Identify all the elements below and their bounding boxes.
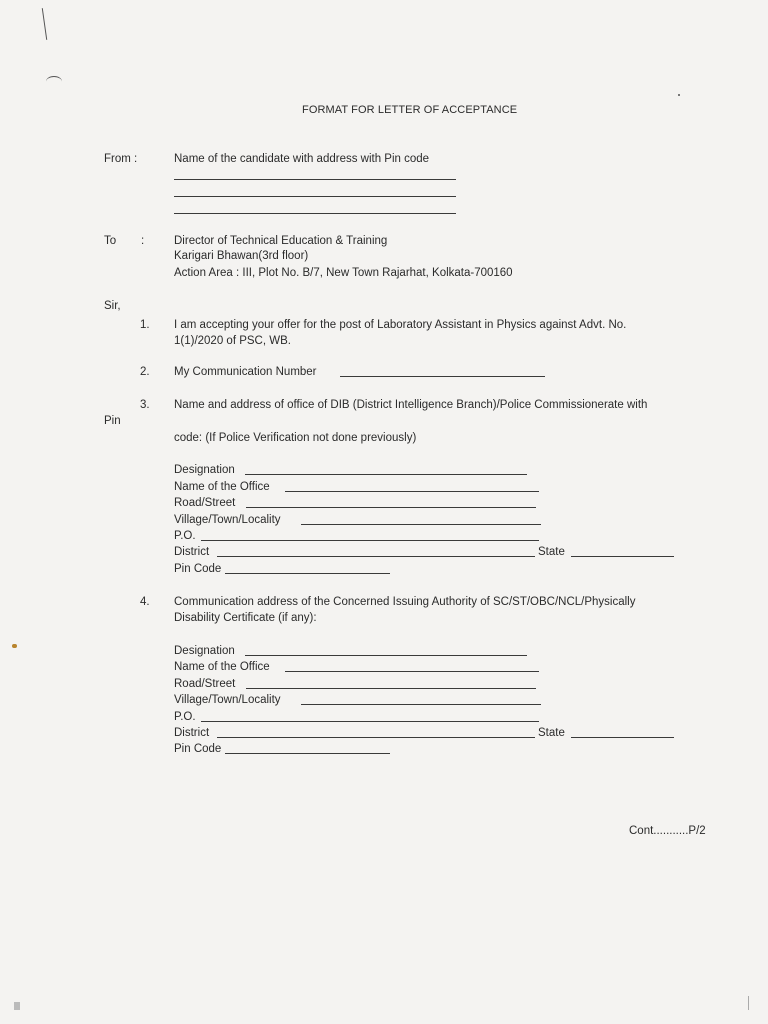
state-field[interactable] xyxy=(571,556,674,557)
scan-mark xyxy=(748,996,749,1010)
pin-text: Pin xyxy=(104,415,121,427)
scan-mark xyxy=(14,1002,20,1010)
item-number: 2. xyxy=(140,366,150,378)
road-label: Road/Street xyxy=(174,678,236,690)
address-line[interactable] xyxy=(174,213,456,214)
pin-code-field[interactable] xyxy=(225,573,390,574)
po-field[interactable] xyxy=(201,721,539,722)
scan-mark xyxy=(46,76,62,87)
item-number: 4. xyxy=(140,596,150,608)
item-text: Communication address of the Concerned Issuing Authority of SC/ST/OBC/NCL/Physically xyxy=(174,596,636,608)
po-field[interactable] xyxy=(201,540,539,541)
communication-number-field[interactable] xyxy=(340,376,545,377)
road-label: Road/Street xyxy=(174,497,236,509)
from-text: Name of the candidate with address with Pin code xyxy=(174,153,430,165)
scan-mark xyxy=(678,94,680,96)
po-label: P.O. xyxy=(174,530,196,542)
pin-code-field[interactable] xyxy=(225,753,390,754)
from-label: From : xyxy=(104,153,138,165)
scan-mark xyxy=(12,644,17,648)
continuation-note: Cont...........P/2 xyxy=(629,825,706,837)
road-field[interactable] xyxy=(246,688,536,689)
document-title: FORMAT FOR LETTER OF ACCEPTANCE xyxy=(302,104,518,116)
district-label: District xyxy=(174,546,210,558)
office-field[interactable] xyxy=(285,671,539,672)
district-field[interactable] xyxy=(217,556,535,557)
road-field[interactable] xyxy=(246,507,536,508)
item-number: 1. xyxy=(140,319,150,331)
to-label: To xyxy=(104,235,117,247)
scan-mark xyxy=(42,8,47,40)
item-text: Name and address of office of DIB (District Intelligence Branch)/Police Commissionerate with xyxy=(174,399,648,411)
pin-code-label: Pin Code xyxy=(174,743,222,755)
village-label: Village/Town/Locality xyxy=(174,514,281,526)
designation-label: Designation xyxy=(174,464,235,476)
village-field[interactable] xyxy=(301,524,541,525)
state-label: State xyxy=(538,727,565,739)
item-number: 3. xyxy=(140,399,150,411)
designation-field[interactable] xyxy=(245,655,527,656)
office-label: Name of the Office xyxy=(174,661,270,673)
item-text: Disability Certificate (if any): xyxy=(174,612,317,624)
pin-code-label: Pin Code xyxy=(174,563,222,575)
village-label: Village/Town/Locality xyxy=(174,694,281,706)
item-text: I am accepting your offer for the post of Laboratory Assistant in Physics against Advt. No. xyxy=(174,319,627,331)
to-colon: : xyxy=(141,235,145,247)
po-label: P.O. xyxy=(174,711,196,723)
to-address-line: Karigari Bhawan(3rd floor) xyxy=(174,250,309,262)
designation-label: Designation xyxy=(174,645,235,657)
state-field[interactable] xyxy=(571,737,674,738)
office-label: Name of the Office xyxy=(174,481,270,493)
district-field[interactable] xyxy=(217,737,535,738)
office-field[interactable] xyxy=(285,491,539,492)
state-label: State xyxy=(538,546,565,558)
communication-number-label: My Communication Number xyxy=(174,366,317,378)
to-address-line: Director of Technical Education & Training xyxy=(174,235,388,247)
item-text: code: (If Police Verification not done previously) xyxy=(174,432,417,444)
designation-field[interactable] xyxy=(245,474,527,475)
item-text: 1(1)/2020 of PSC, WB. xyxy=(174,335,291,347)
address-line[interactable] xyxy=(174,179,456,180)
to-address-line: Action Area : III, Plot No. B/7, New Town Rajarhat, Kolkata-700160 xyxy=(174,267,513,279)
village-field[interactable] xyxy=(301,704,541,705)
district-label: District xyxy=(174,727,210,739)
salutation: Sir, xyxy=(104,300,121,312)
address-line[interactable] xyxy=(174,196,456,197)
